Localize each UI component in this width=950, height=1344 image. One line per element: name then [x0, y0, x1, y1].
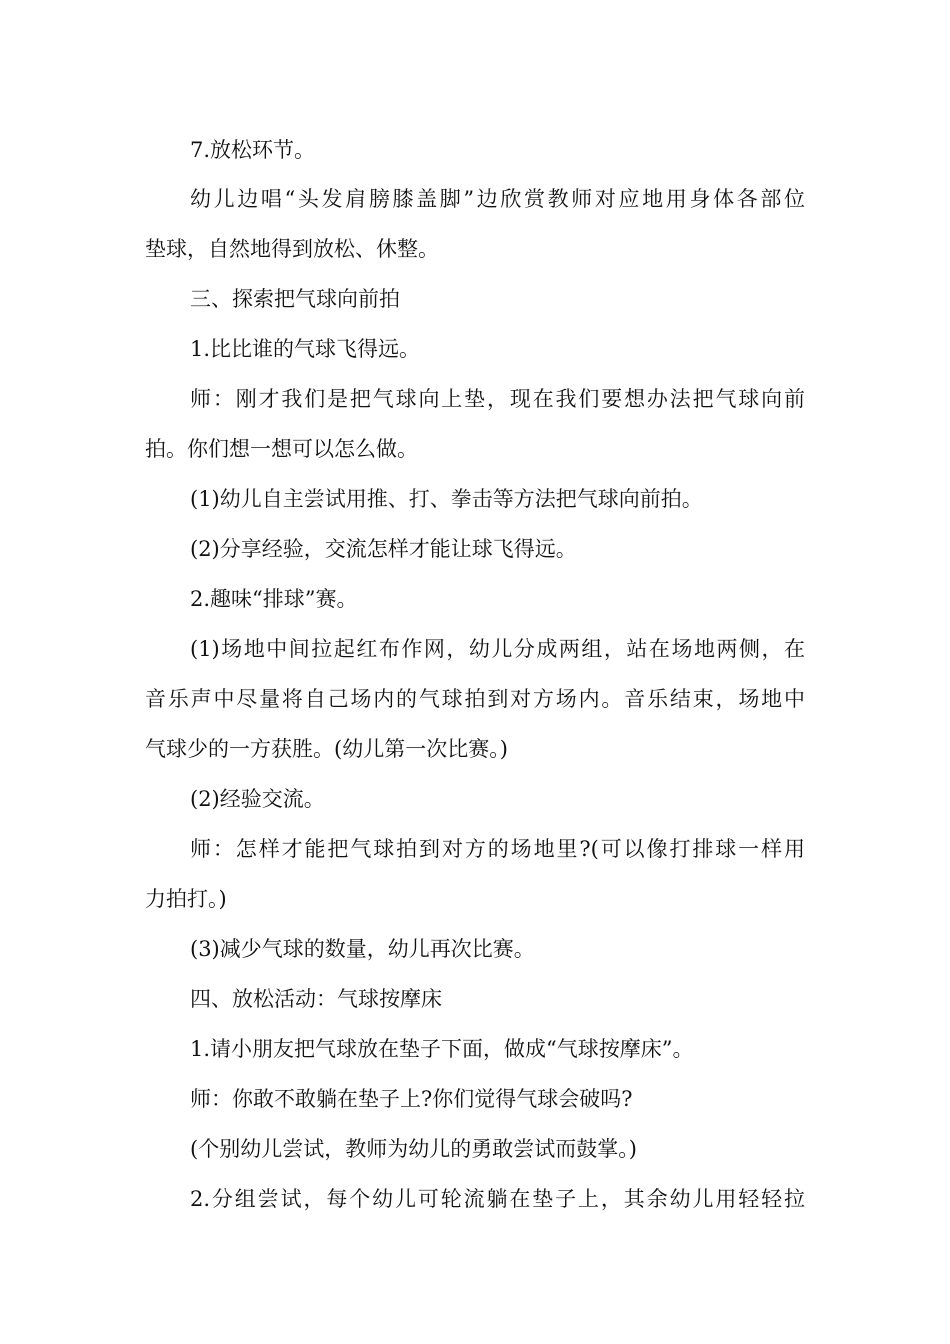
- paragraph-line: 2.趣味“排球”赛。: [190, 587, 358, 611]
- paragraph-line: 气球少的一方获胜。(幼儿第一次比赛。): [145, 737, 508, 761]
- paragraph-line: 力拍打。): [145, 887, 227, 911]
- section-heading: 三、探索把气球向前拍: [190, 287, 400, 311]
- paragraph-line: 师：你敢不敢躺在垫子上?你们觉得气球会破吗?: [190, 1087, 633, 1111]
- paragraph-line: 音乐声中尽量将自己场内的气球拍到对方场内。音乐结束，场地中: [145, 687, 805, 711]
- paragraph-line: (2)分享经验，交流怎样才能让球飞得远。: [190, 537, 577, 561]
- paragraph-line: 7.放松环节。: [190, 138, 316, 162]
- paragraph-line: (1)幼儿自主尝试用推、打、拳击等方法把气球向前拍。: [190, 487, 703, 511]
- paragraph-line: (3)减少气球的数量，幼儿再次比赛。: [190, 937, 535, 961]
- paragraph-line: (个别幼儿尝试，教师为幼儿的勇敢尝试而鼓掌。): [190, 1137, 637, 1161]
- paragraph-line: 拍。你们想一想可以怎么做。: [145, 437, 418, 461]
- paragraph-line: 1.请小朋友把气球放在垫子下面，做成“气球按摩床”。: [190, 1037, 694, 1061]
- paragraph-line: (1)场地中间拉起红布作网，幼儿分成两组，站在场地两侧，在: [190, 637, 805, 661]
- paragraph-line: 1.比比谁的气球飞得远。: [190, 337, 421, 361]
- paragraph-line: 2.分组尝试，每个幼儿可轮流躺在垫子上，其余幼儿用轻轻拉: [190, 1187, 805, 1211]
- paragraph-line: 垫球，自然地得到放松、休整。: [145, 237, 439, 261]
- paragraph-line: 幼儿边唱“头发肩膀膝盖脚”边欣赏教师对应地用身体各部位: [190, 187, 805, 211]
- paragraph-line: 师：刚才我们是把气球向上垫，现在我们要想办法把气球向前: [190, 387, 805, 411]
- paragraph-line: (2)经验交流。: [190, 787, 325, 811]
- paragraph-line: 师：怎样才能把气球拍到对方的场地里?(可以像打排球一样用: [190, 837, 805, 861]
- section-heading: 四、放松活动：气球按摩床: [190, 987, 442, 1011]
